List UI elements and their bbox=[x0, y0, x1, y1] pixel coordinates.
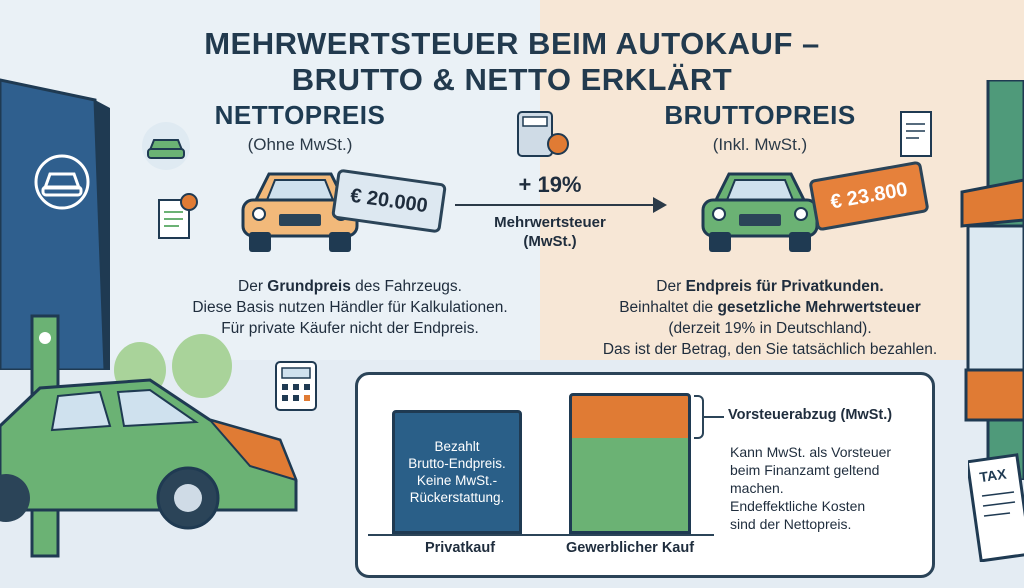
category-gewerblich: Gewerblicher Kauf bbox=[565, 540, 695, 556]
vat-label bbox=[460, 213, 640, 251]
netto-desc-line3: Für private Käufer nicht der Endpreis. bbox=[221, 320, 479, 337]
netto-price-tag: € 20.000 bbox=[331, 169, 447, 234]
vat-label-line2: (MwSt.) bbox=[523, 233, 577, 250]
euro-document-icon bbox=[155, 192, 199, 242]
brutto-header bbox=[660, 100, 860, 155]
netto-heading: NETTOPREIS bbox=[214, 100, 386, 130]
calculator-dollar-icon bbox=[512, 108, 572, 160]
vat-rate-label: + 19% bbox=[518, 172, 582, 197]
brutto-desc-line4: Das ist der Betrag, den Sie tatsächlich bezahlen. bbox=[602, 341, 938, 358]
car-icon bbox=[140, 120, 192, 172]
brutto-price-tag: € 23.800 bbox=[808, 160, 929, 231]
brutto-desc-line2-bold: gesetzliche Mehrwertsteuer bbox=[717, 299, 921, 316]
calculator-icon bbox=[272, 360, 324, 414]
green-car-illustration bbox=[0, 370, 300, 538]
brutto-description bbox=[560, 276, 980, 360]
page-title bbox=[0, 26, 1024, 98]
brutto-subheading: (Inkl. MwSt.) bbox=[712, 135, 808, 154]
brutto-desc-bold: Endpreis für Privatkunden. bbox=[685, 278, 884, 295]
brutto-desc-line3: (derzeit 19% in Deutschland). bbox=[668, 320, 872, 337]
title-line-2: BRUTTO & NETTO ERKLÄRT bbox=[291, 62, 733, 97]
brutto-desc-pre: Der bbox=[656, 278, 686, 295]
vorsteuer-description: Kann MwSt. als Vorsteuer beim Finanzamt geltend machen. Endeffektliche Kosten sind der Nettopreis. bbox=[730, 444, 892, 532]
netto-desc-line2: Diese Basis nutzen Händler für Kalkulationen. bbox=[192, 299, 508, 316]
vorsteuer-bracket bbox=[694, 395, 704, 439]
netto-desc-post: des Fahrzeugs. bbox=[350, 278, 462, 295]
receipt-icon bbox=[895, 108, 941, 160]
title-line-1: MEHRWERTSTEUER BEIM AUTOKAUF – bbox=[204, 26, 820, 61]
gewerblich-vat-segment bbox=[569, 393, 691, 441]
gewerblich-net-segment bbox=[569, 438, 691, 534]
tax-document-label: TAX bbox=[978, 465, 1008, 486]
privatkauf-bar-text: Bezahlt Brutto-Endpreis. Keine MwSt.- Rückerstattung. bbox=[408, 439, 506, 505]
vorsteuer-label: Vorsteuerabzug (MwSt.) bbox=[728, 407, 893, 423]
privatkauf-bar bbox=[392, 410, 522, 534]
netto-desc-bold: Grundpreis bbox=[267, 278, 351, 295]
netto-subheading: (Ohne MwSt.) bbox=[247, 135, 353, 154]
brutto-heading: BRUTTOPREIS bbox=[664, 100, 856, 130]
arrow-right-icon bbox=[455, 204, 665, 206]
netto-header bbox=[200, 100, 400, 155]
category-privatkauf: Privatkauf bbox=[424, 540, 496, 556]
chart-baseline bbox=[368, 534, 714, 536]
brutto-car-illustration bbox=[695, 160, 825, 260]
vorsteuer-connector bbox=[704, 416, 724, 418]
tax-document-icon bbox=[968, 452, 1024, 562]
vat-label-line1: Mehrwertsteuer bbox=[494, 214, 606, 231]
brutto-desc-line2-pre: Beinhaltet die bbox=[619, 299, 718, 316]
netto-desc-pre: Der bbox=[238, 278, 268, 295]
